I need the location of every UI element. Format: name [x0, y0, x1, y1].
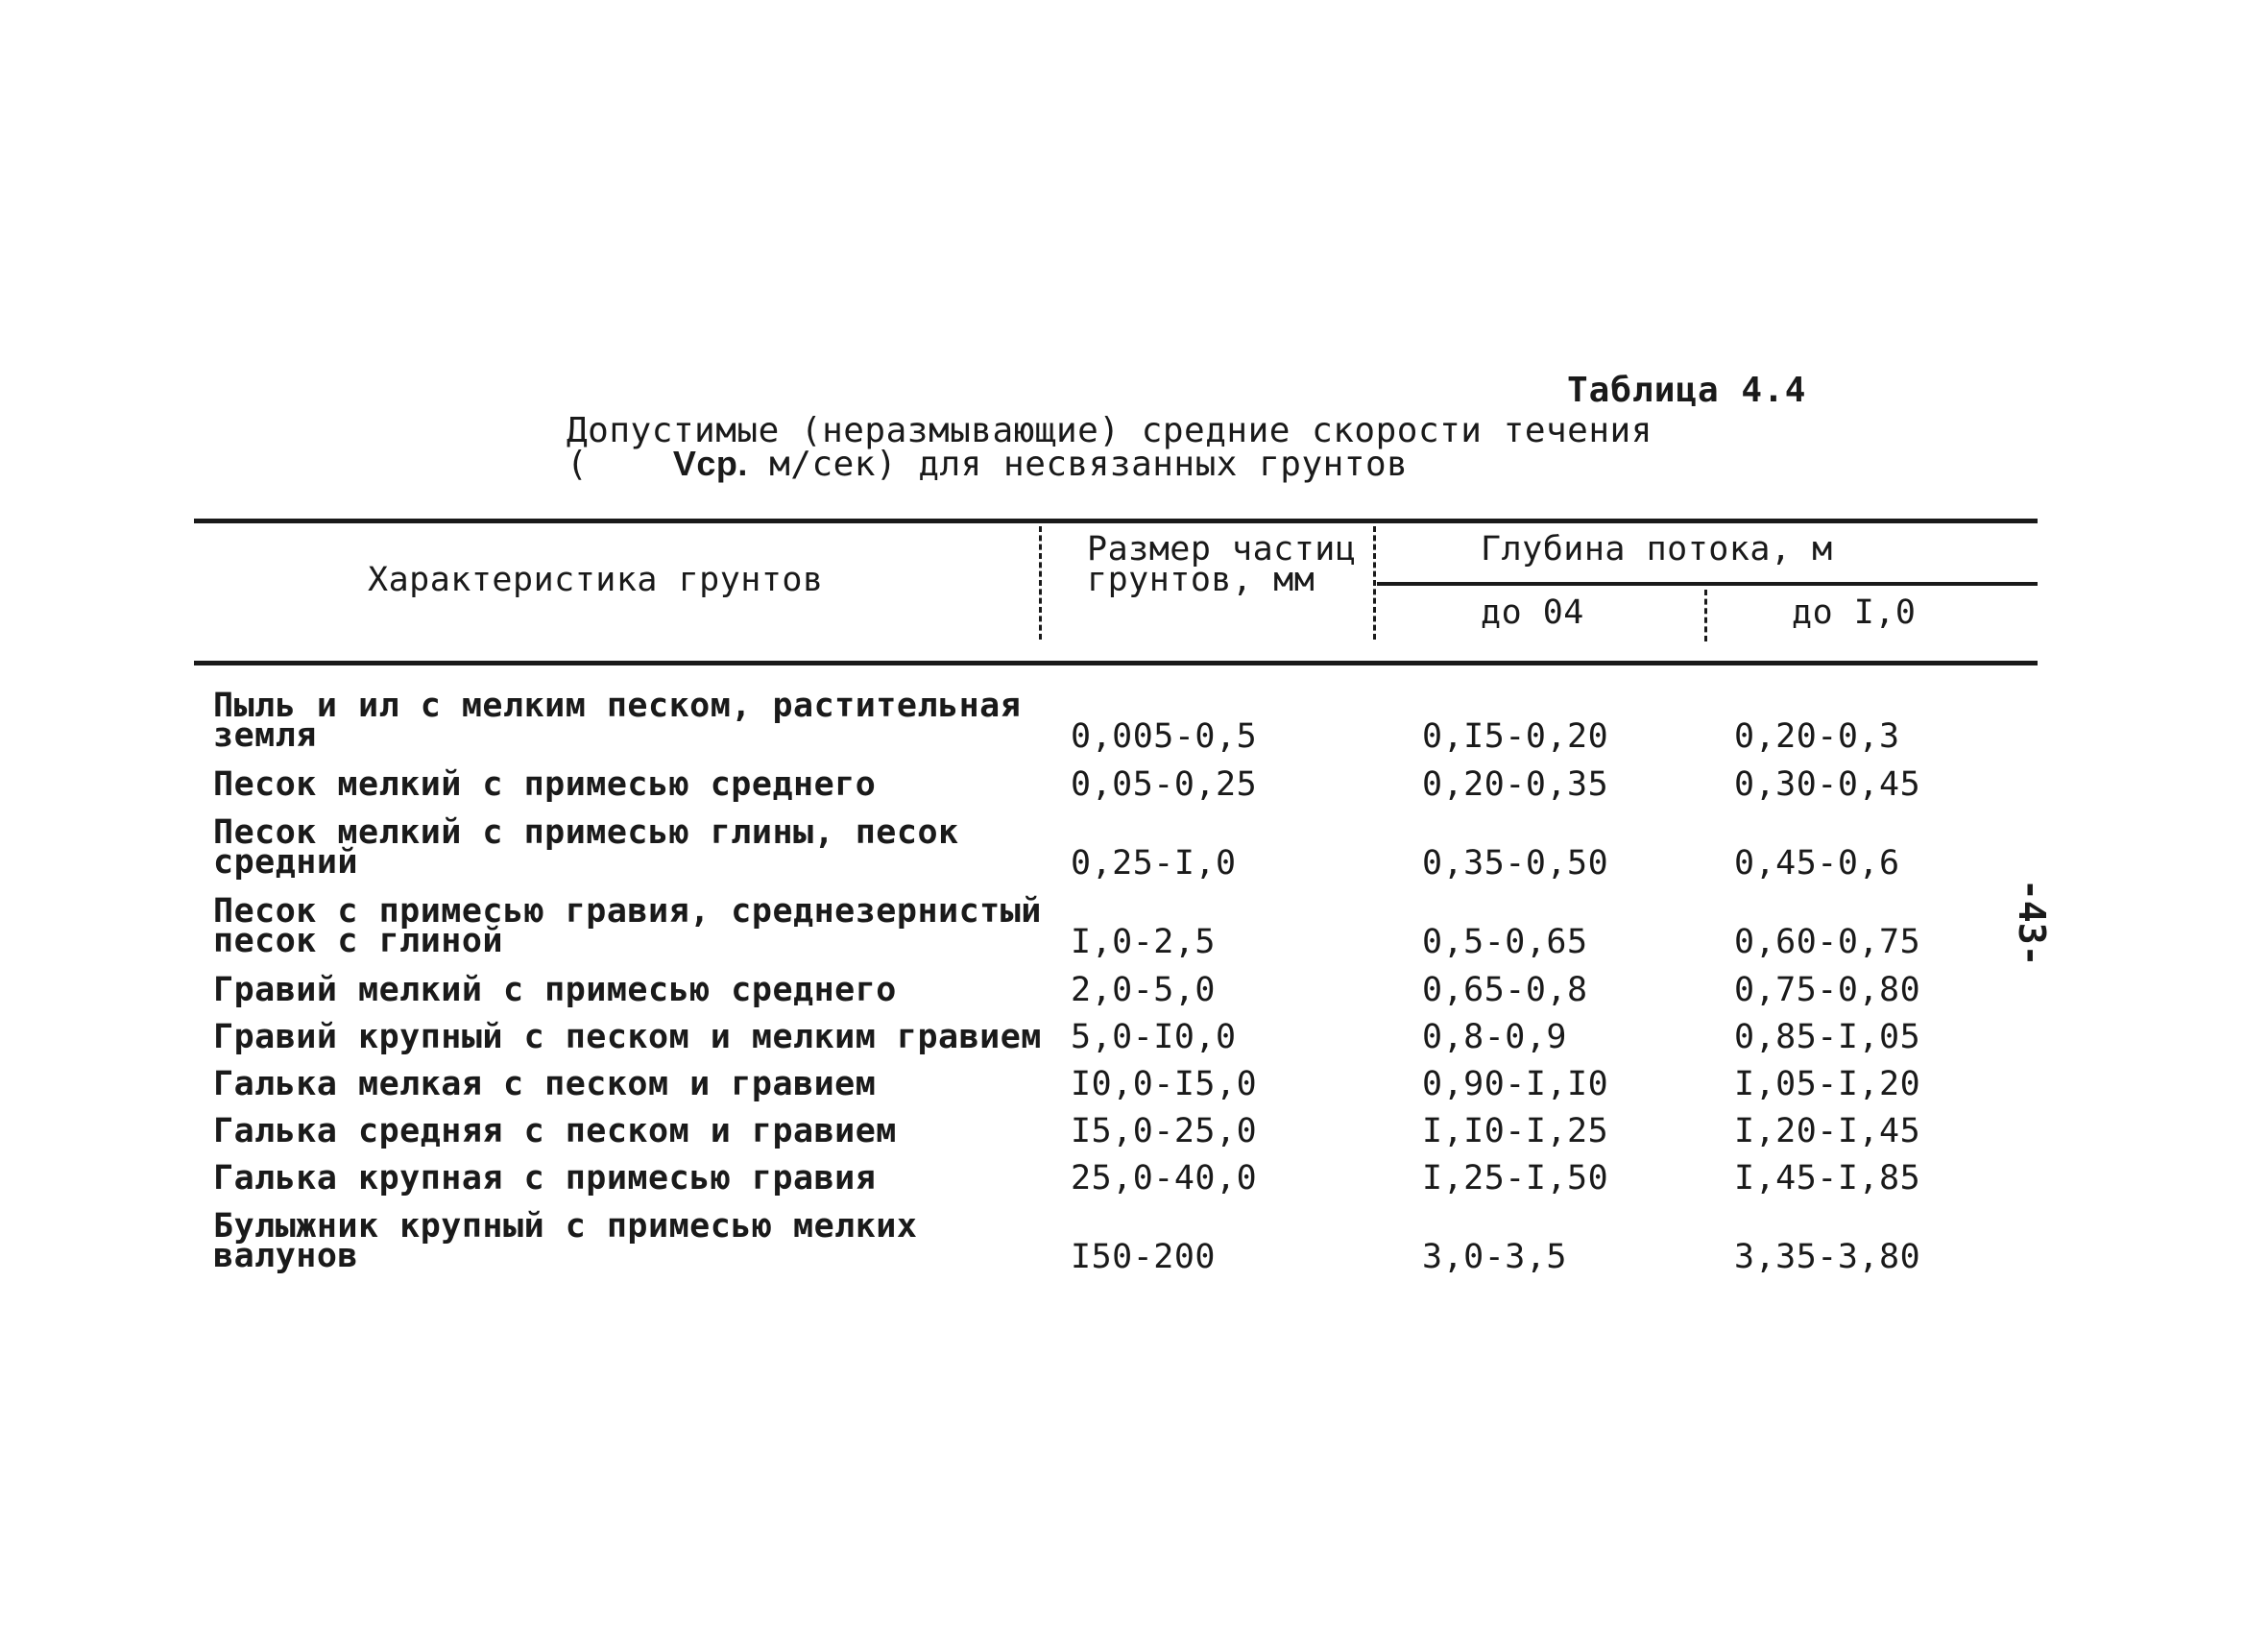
depth-subheader-rule [1377, 582, 2038, 586]
caption-line-2 [567, 444, 1653, 484]
table-cell-size: 25,0-40,0 [1071, 1159, 1258, 1197]
table-cell-v04: 0,8-0,9 [1422, 1018, 1568, 1056]
table-row-soil [213, 687, 1022, 755]
table-cell-v04: 0,I5-0,20 [1422, 717, 1609, 756]
table-cell-v04: 3,0-3,5 [1422, 1238, 1568, 1276]
table-cell-v04: I,I0-I,25 [1422, 1112, 1609, 1150]
table-row-soil [213, 1112, 897, 1150]
table-cell-v04: 0,35-0,50 [1422, 844, 1609, 883]
soil-line-1: Песок мелкий с примесью среднего [213, 765, 877, 804]
table-cell-v10: 0,75-0,80 [1734, 971, 1921, 1009]
table-cell-v10: I,05-I,20 [1734, 1065, 1921, 1103]
table-row-soil [213, 1018, 1042, 1056]
header-depth: Глубина потока, м [1481, 530, 1833, 568]
soil-line-2: земля [213, 716, 317, 755]
table-row-soil [213, 813, 959, 882]
header-particle-line-2: грунтов, мм [1087, 561, 1315, 599]
soil-line-1: Галька крупная с примесью гравия [213, 1159, 877, 1197]
table-cell-v04: I,25-I,50 [1422, 1159, 1609, 1197]
table-cell-v04: 0,65-0,8 [1422, 971, 1588, 1009]
table-cell-size: I5,0-25,0 [1071, 1112, 1258, 1150]
table-cell-size: I,0-2,5 [1071, 923, 1217, 961]
soil-line-1: Галька средняя с песком и гравием [213, 1112, 897, 1150]
header-particle-line-1: Размер частиц [1087, 530, 1357, 568]
table-cell-v10: I,45-I,85 [1734, 1159, 1921, 1197]
table-cell-size: 0,25-I,0 [1071, 844, 1237, 883]
header-depth-04: до 04 [1481, 593, 1584, 632]
table-row-soil [213, 1065, 877, 1103]
table-cell-v10: 0,30-0,45 [1734, 765, 1921, 804]
soil-line-2: валунов [213, 1237, 359, 1275]
soil-line-1: Гравий мелкий с примесью среднего [213, 971, 897, 1009]
table-cell-v10: 0,60-0,75 [1734, 923, 1921, 961]
header-depth-10: до I,0 [1792, 593, 1917, 632]
table-top-rule [194, 519, 2038, 523]
table-row-soil [213, 1207, 918, 1275]
table-number: Таблица 4.4 [1567, 371, 1807, 410]
header-particle-size [1087, 530, 1357, 599]
column-divider-3 [1704, 590, 1707, 641]
soil-line-2: средний [213, 843, 359, 882]
table-cell-size: I50-200 [1071, 1238, 1217, 1276]
table-cell-v10: 3,35-3,80 [1734, 1238, 1921, 1276]
table-cell-size: I0,0-I5,0 [1071, 1065, 1258, 1103]
table-cell-size: 0,05-0,25 [1071, 765, 1258, 804]
caption-paren: ( [567, 445, 589, 484]
table-row-soil [213, 1159, 877, 1197]
table-row-soil [213, 892, 1042, 960]
table-cell-v04: 0,90-I,I0 [1422, 1065, 1609, 1103]
velocity-symbol: Vср. [672, 444, 748, 483]
table-cell-v10: 0,85-I,05 [1734, 1018, 1921, 1056]
table-row-soil [213, 971, 897, 1009]
table-row-soil [213, 765, 877, 804]
column-divider-2 [1373, 526, 1376, 640]
table-cell-v04: 0,20-0,35 [1422, 765, 1609, 804]
soil-line-1: Песок мелкий с примесью глины, песок [213, 813, 959, 852]
header-soil: Характеристика грунтов [368, 561, 824, 599]
soil-line-1: Галька мелкая с песком и гравием [213, 1065, 877, 1103]
table-caption [567, 411, 1653, 484]
soil-line-1: Булыжник крупный с примесью мелких [213, 1207, 918, 1246]
soil-line-1: Гравий крупный с песком и мелким гравием [213, 1018, 1042, 1056]
table-cell-size: 0,005-0,5 [1071, 717, 1258, 756]
caption-line-1: Допустимые (неразмывающие) средние скорости течения [567, 411, 1653, 450]
table-cell-v10: I,20-I,45 [1734, 1112, 1921, 1150]
table-cell-v10: 0,20-0,3 [1734, 717, 1900, 756]
table-cell-v04: 0,5-0,65 [1422, 923, 1588, 961]
table-cell-size: 2,0-5,0 [1071, 971, 1217, 1009]
column-divider-1 [1039, 526, 1042, 640]
soil-line-2: песок с глиной [213, 922, 504, 960]
soil-line-1: Пыль и ил с мелким песком, растительная [213, 687, 1022, 725]
page-number: -43- [2011, 879, 2053, 967]
table-cell-v10: 0,45-0,6 [1734, 844, 1900, 883]
caption-units: м/сек) для несвязанных грунтов [769, 445, 1409, 484]
soil-line-1: Песок с примесью гравия, среднезернистый [213, 892, 1042, 931]
table-cell-size: 5,0-I0,0 [1071, 1018, 1237, 1056]
header-bottom-rule [194, 661, 2038, 665]
